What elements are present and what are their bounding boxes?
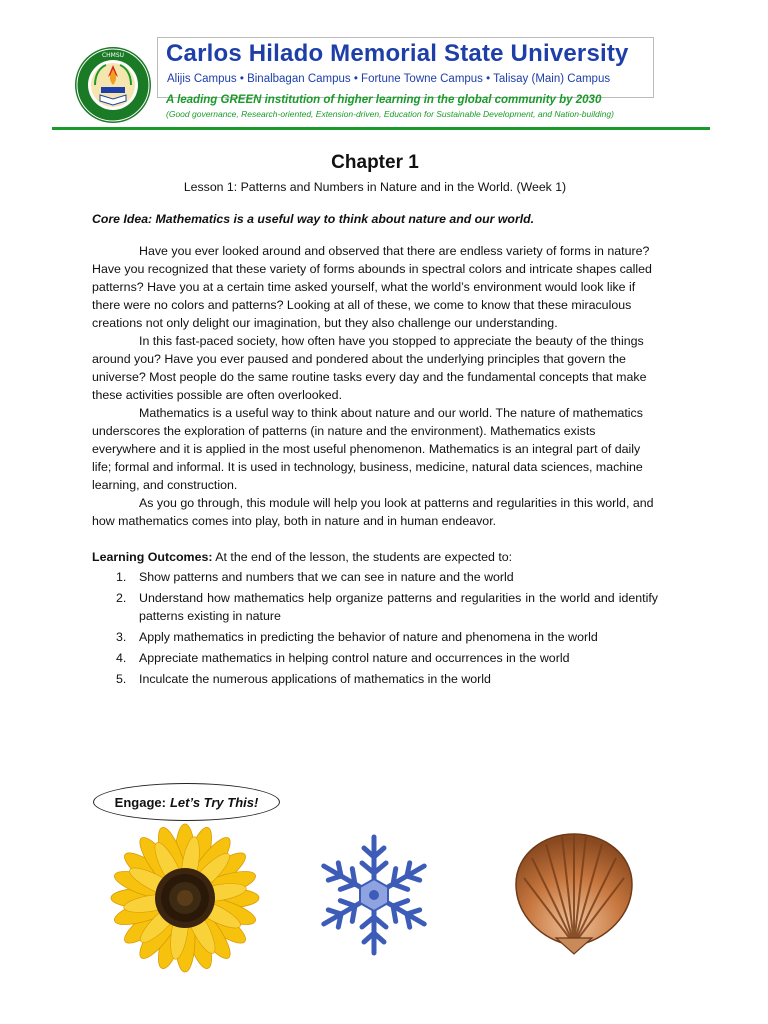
document-header (0, 0, 768, 135)
list-item (92, 568, 658, 586)
intro-paragraph-3: Mathematics is a useful way to think about nature and our world. The nature of mathematics underscores the exploration of patterns (in nature and the environment). Mathematics exists everywhere and it is applied in the most useful phenomenon. Mathematics is an integral part of daily life; formal and informal. It is used in technology, business, medicine, natural data sciences, machine learning, and construction. (92, 406, 643, 492)
list-item (92, 589, 658, 625)
snowflake-image (298, 830, 450, 960)
svg-text:CHMSU: CHMSU (101, 52, 125, 59)
chapter-title: Chapter 1 (331, 152, 419, 173)
learning-outcomes-label: Learning Outcomes: (92, 550, 213, 564)
list-item-text: Show patterns and numbers that we can see in nature and the world (139, 570, 514, 584)
vision-tagline: A leading GREEN institution of higher learning in the global community by 2030 (166, 94, 602, 106)
engage-title: Let’s Try This! (169, 794, 259, 810)
learning-outcomes-intro: At the end of the lesson, the students are expected to: (212, 550, 513, 564)
list-item (92, 649, 658, 667)
list-item-text: Inculcate the numerous applications of mathematics in the world (139, 672, 491, 686)
list-item-text: Understand how mathematics help organize patterns and regularities in the world and identify patterns existing in nature (139, 591, 658, 623)
lesson-content (92, 150, 658, 691)
learning-outcomes-list (92, 568, 658, 688)
learning-outcomes-heading (92, 548, 658, 566)
list-item (92, 670, 658, 688)
list-item-number: 5. (116, 672, 127, 686)
university-seal-logo (68, 45, 158, 125)
core-idea: Core Idea: Mathematics is a useful way to think about nature and our world. (92, 212, 535, 226)
intro-paragraph-4: As you go through, this module will help you look at patterns and regularities in this world, and how mathematics comes into play, both in nature and in human endeavor. (92, 496, 654, 528)
seashell-image (510, 828, 638, 958)
university-name: Carlos Hilado Memorial State University (166, 40, 629, 67)
engage-label: Engage: (114, 794, 166, 810)
campus-list: Alijis Campus • Binalbagan Campus • Fortune Towne Campus • Talisay (Main) Campus (167, 73, 611, 85)
list-item-text: Appreciate mathematics in helping control nature and occurrences in the world (139, 651, 570, 665)
engage-callout (93, 783, 280, 821)
header-divider (52, 127, 710, 130)
lesson-title: Lesson 1: Patterns and Numbers in Nature and in the World. (Week 1) (183, 180, 567, 194)
list-item (92, 628, 658, 646)
list-item-number: 3. (116, 630, 127, 644)
list-item-number: 1. (116, 570, 127, 584)
list-item-number: 2. (116, 591, 127, 605)
vision-tagline-subtitle: (Good governance, Research-oriented, Extension-driven, Education for Sustainable Development, and Nation-building) (166, 109, 614, 119)
intro-paragraph-1: Have you ever looked around and observed that there are endless variety of forms in nature? Have you recognized that these variety of forms abounds in spectral colors and intricate shapes called patterns? Have you at a certain time asked yourself, what the world’s environment would look like if there were no colors and patterns? Looking at all of these, we come to know that these miraculous creations not only delight our imagination, but they also challenge our understanding. (92, 244, 652, 330)
list-item-text: Apply mathematics in predicting the behavior of nature and phenomena in the world (139, 630, 598, 644)
sunflower-image (110, 823, 260, 973)
intro-paragraph-2: In this fast-paced society, how often have you stopped to appreciate the beauty of the things around you? Have you ever paused and pondered about the underlying principles that govern the universe? Most people do the same routine tasks every day and the fundamental concepts that make these activities possible are often overlooked. (92, 334, 647, 402)
list-item-number: 4. (116, 651, 127, 665)
